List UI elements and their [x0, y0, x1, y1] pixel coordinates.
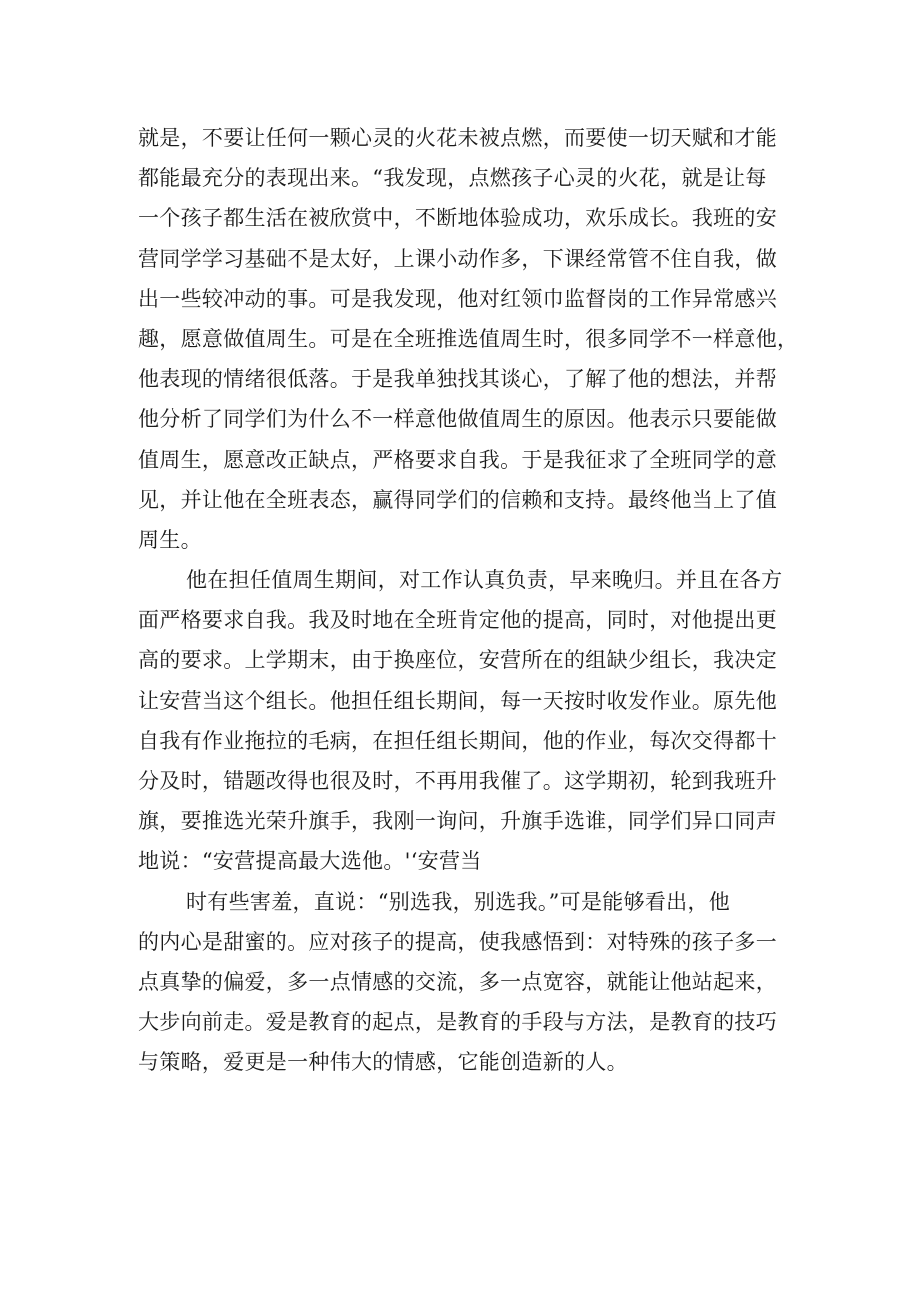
- text-line: 与策略，爱更是一种伟大的情感，它能创造新的人。: [138, 1050, 628, 1075]
- text-line: 营同学学习基础不是太好，上课小动作多，下课经常管不住自我，做: [138, 246, 777, 271]
- text-line: 一个孩子都生活在被欣赏中，不断地体验成功，欢乐成长。我班的安: [138, 206, 777, 231]
- text-line: 高的要求。上学期末，由于换座位，安营所在的组缺少组长，我决定: [138, 648, 777, 673]
- text-line: 旗，要推选光荣升旗手，我刚一询问，升旗手选谁，同学们异口同声: [138, 809, 777, 834]
- text-line: 让安营当这个组长。他担任组长期间，每一天按时收发作业。原先他: [138, 688, 777, 713]
- text-line: 他分析了同学们为什么不一样意他做值周生的原因。他表示只要能做: [138, 407, 777, 432]
- text-line: 面严格要求自我。我及时地在全班肯定他的提高，同时，对他提出更: [138, 608, 777, 633]
- text-line: 的内心是甜蜜的。应对孩子的提高，使我感悟到：对特殊的孩子多一: [138, 929, 777, 954]
- text-line: 自我有作业拖拉的毛病，在担任组长期间，他的作业，每次交得都十: [138, 728, 777, 753]
- text-line: 周生。: [138, 527, 202, 552]
- text-line: 趣，愿意做值周生。可是在全班推选值周生时，很多同学不一样意他，: [138, 326, 799, 351]
- text-line: 出一些较冲动的事。可是我发现，他对红领巾监督岗的工作异常感兴: [138, 286, 777, 311]
- text-line: 大步向前走。爱是教育的起点，是教育的手段与方法，是教育的技巧: [138, 1010, 777, 1035]
- paragraph-start-line: 时有些害羞，直说：“别选我，别选我。”可是能够看出，他: [186, 889, 731, 914]
- text-line: 都能最充分的表现出来。“我发现，点燃孩子心灵的火花，就是让每: [138, 166, 767, 191]
- paragraph-start-line: 他在担任值周生期间，对工作认真负责，早来晚归。并且在各方: [186, 568, 783, 593]
- text-line: 就是，不要让任何一颗心灵的火花未被点燃，而要使一切天赋和才能: [138, 126, 777, 150]
- text-line: 他表现的情绪很低落。于是我单独找其谈心，了解了他的想法，并帮: [138, 367, 777, 392]
- text-line: 值周生，愿意改正缺点，严格要求自我。于是我征求了全班同学的意: [138, 447, 777, 472]
- text-line: 地说：“安营提高最大选他。'‘安营当: [138, 849, 482, 874]
- text-line: 分及时，错题改得也很及时，不再用我催了。这学期初，轮到我班升: [138, 769, 777, 793]
- text-line: 见，并让他在全班表态，赢得同学们的信赖和支持。最终他当上了值: [138, 487, 777, 512]
- body-text: [138, 118, 799, 1083]
- text-line: 点真挚的偏爱，多一点情感的交流，多一点宽容，就能让他站起来，: [138, 969, 777, 994]
